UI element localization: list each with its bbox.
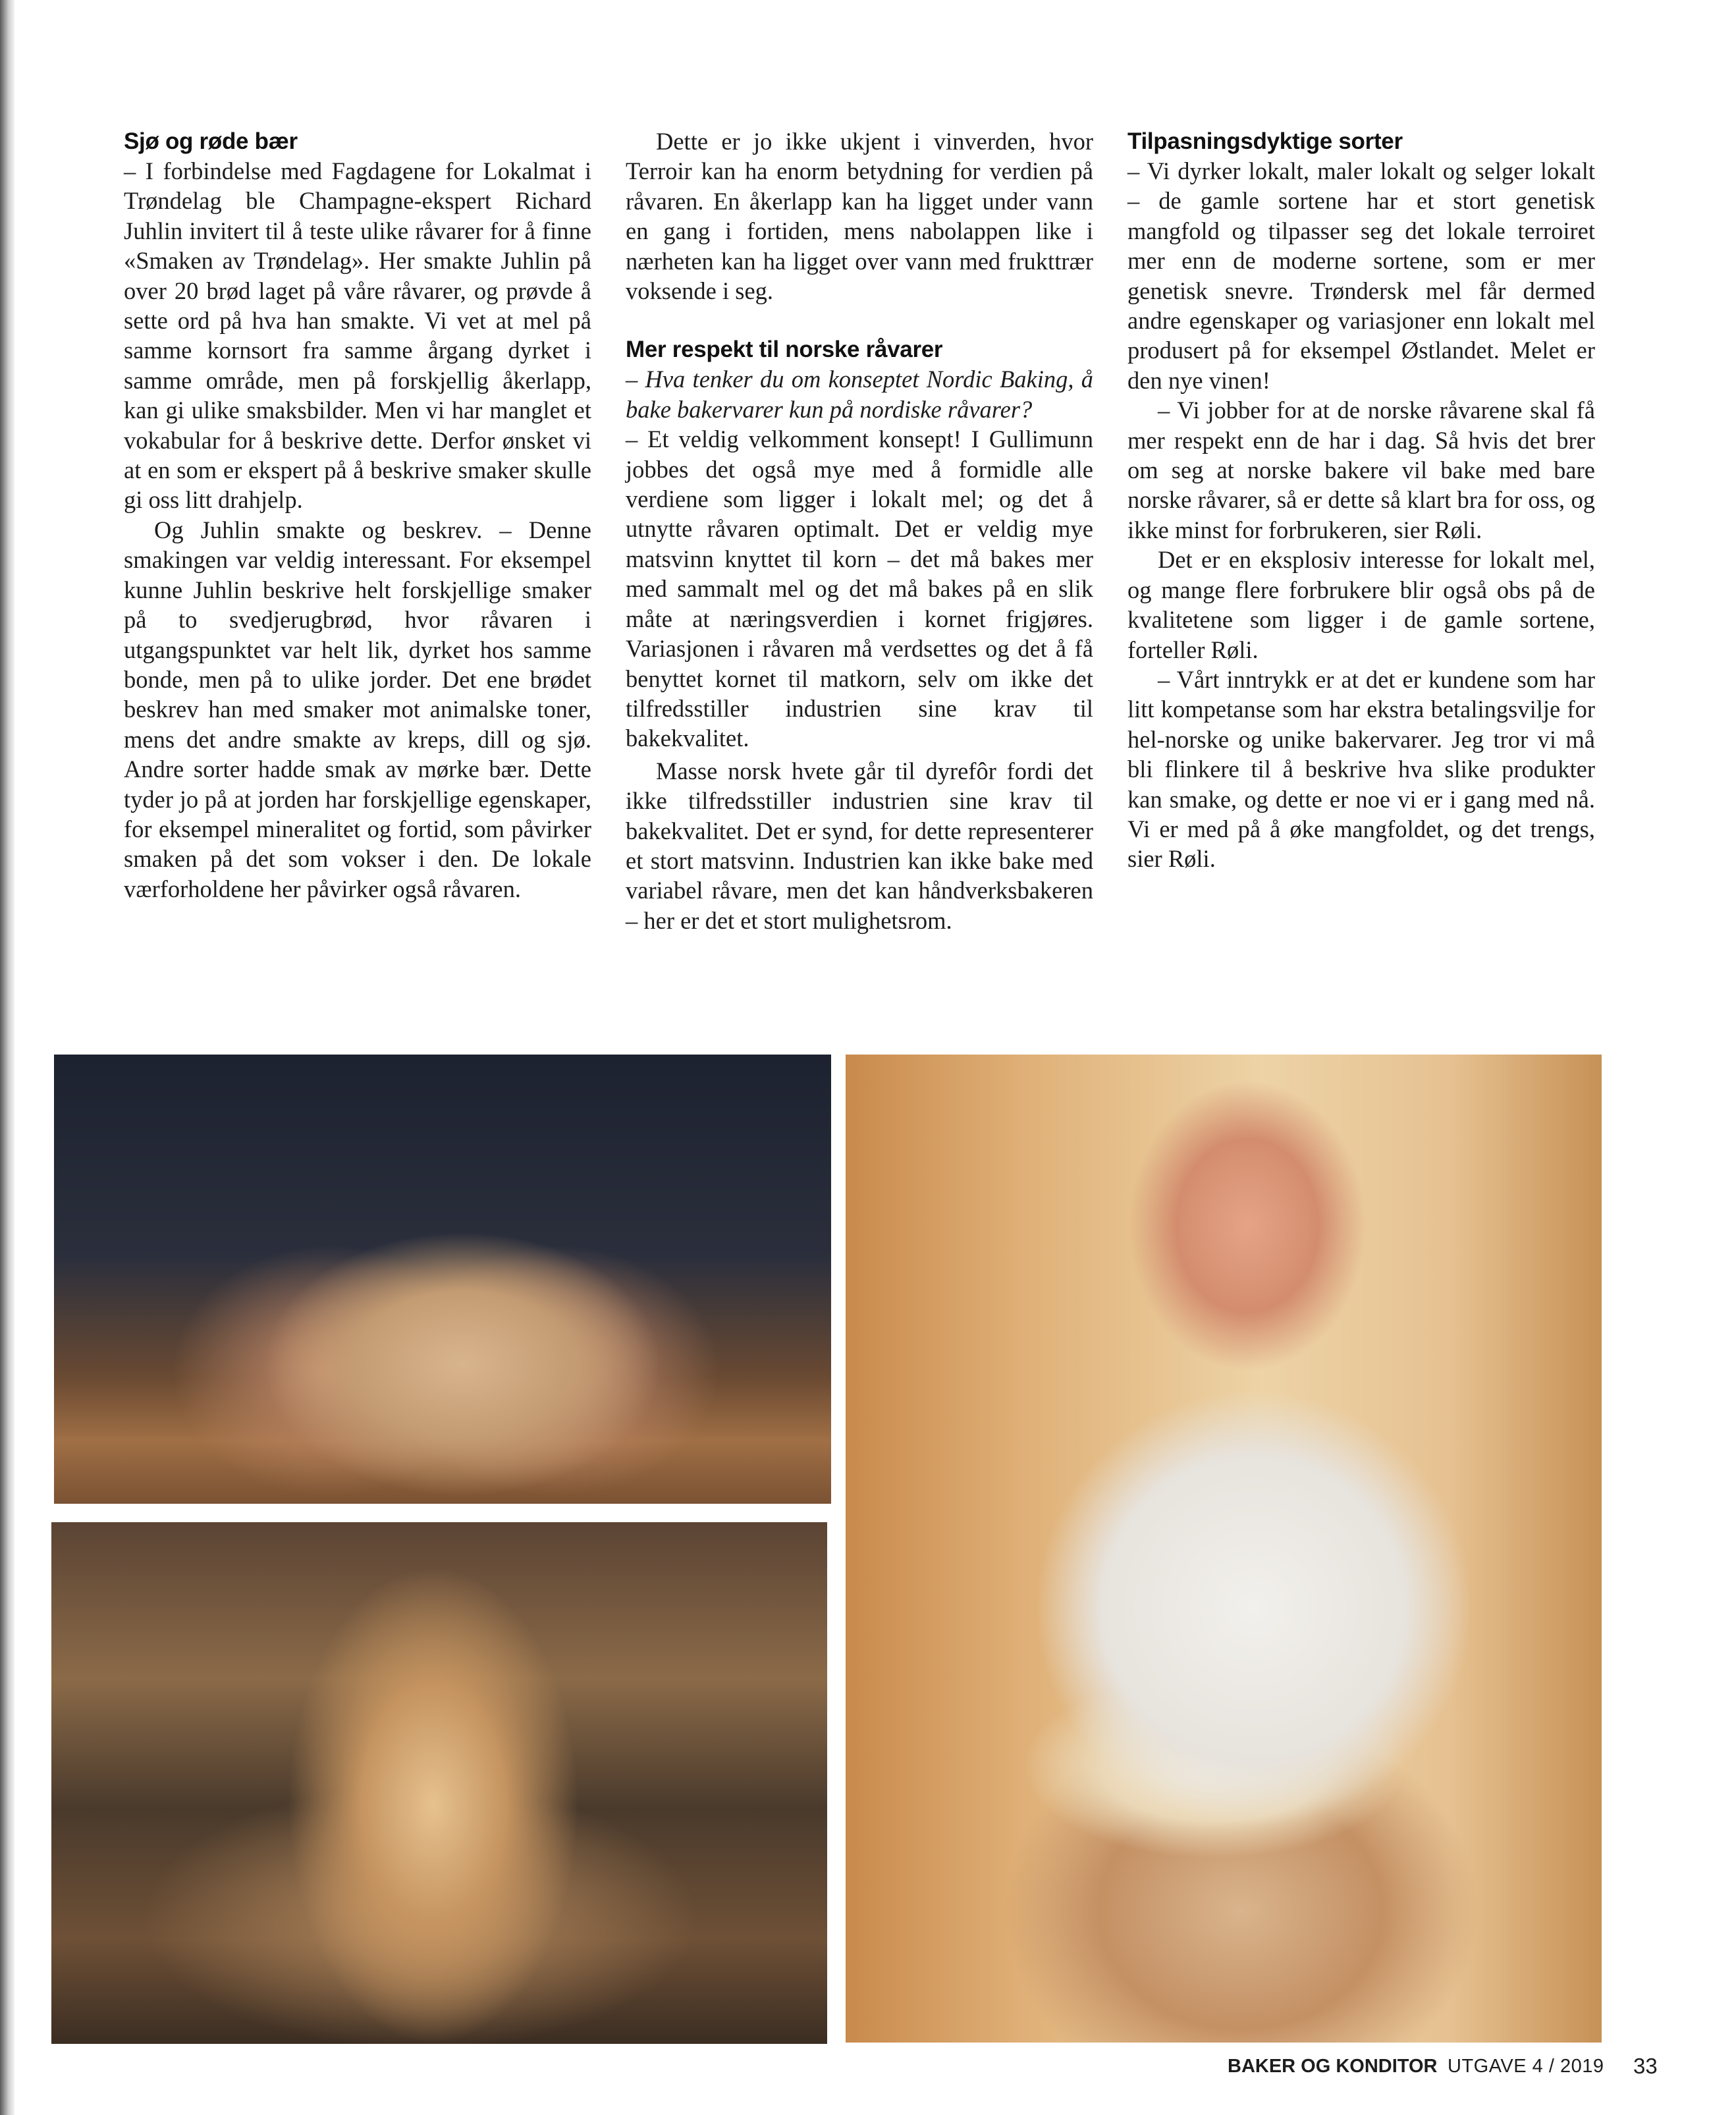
section-heading-sjo-og-rode-baer: Sjø og røde bær <box>124 128 298 154</box>
section-heading-mer-respekt: Mer respekt til norske råvarer <box>626 337 943 363</box>
article-column-2 <box>626 126 1093 935</box>
photo-baker-holding-flour-sack <box>846 1055 1602 2043</box>
paragraph: – Vi jobber for at de norske råvarene skal få mer respekt enn de har i dag. Så hvis det brer om seg at norske bakere vil bake med bare norske råvarer, så er dette så klart bra for oss, og ikke minst for forbrukeren, sier Røli. <box>1127 397 1595 543</box>
section-heading-tilpasningsdyktige-sorter: Tilpasningsdyktige sorter <box>1127 128 1403 154</box>
paragraph: – Et veldig velkomment konsept! I Gullimunn jobbes det også mye med å formidle alle verdiene som ligger i lokalt mel; og det å utnytte råvaren optimalt. Det er veldig mye matsvinn knyttet til korn – det må bakes mer med sammalt mel og det må bakes på en slik måte at næringsverdien i kornet frigjøres. Variasjonen i råvaren må verdsettes og det å få benyttet kornet til matkorn, selv om ikke det tilfredsstiller industrien sine krav til bakekvalitet. <box>626 426 1093 752</box>
paragraph: Det er en eksplosiv interesse for lokalt mel, og mange flere forbrukere blir også obs på de kvalitetene som ligger i de gamle sortene, forteller Røli. <box>1127 546 1595 663</box>
paragraph: – Vi dyrker lokalt, maler lokalt og selger lokalt – de gamle sortene har et stort genetisk mangfold og tilpasser seg det lokale terroiret mer enn de moderne sortene, som er mer genetisk snevre. Trøndersk mel får dermed andre egenskaper og variasjoner enn lokalt mel produsert på for eksempel Østlandet. Melet er den nye vinen! <box>1127 157 1595 394</box>
interview-question: – Hva tenker du om konseptet Nordic Baking, å bake bakervarer kun på nordiske råvarer? <box>626 366 1093 423</box>
paragraph: Og Juhlin smakte og beskrev. – Denne smakingen var veldig interessant. For eksempel kunne Juhlin beskrive helt forskjellige smaker på to svedjerugbrød, hvor råvaren i utgangspunktet var helt lik, dyrket hos samme bonde, men på to ulike jorder. Det ene brødet beskrev han med smaker mot animalske toner, mens det andre smakte av kreps, dill og sjø. Andre sorter hadde smak av mørke bær. Dette tyder jo på at jorden har forskjellige egenskaper, for eksempel mineralitet og fortid, som påvirker smaken på det som vokser i den. De lokale værforholdene her påvirker også råvaren. <box>124 516 591 902</box>
article-column-3 <box>1127 126 1595 874</box>
paragraph: – I forbindelse med Fagdagene for Lokalmat i Trøndelag ble Champagne-ekspert Richard Juhlin invitert til å teste ulike råvarer for å finne «Smaken av Trøndelag». Her smakte Juhlin på over 20 brød laget på våre råvarer, og prøvde å sette ord på hva han smakte. Vi vet at mel på samme kornsort fra samme årgang dyrket i samme område, men på forskjellig åkerlapp, kan gi ulike smaksbilder. Men vi har manglet et vokabular for å beskrive dette. Derfor ønsket vi at en som er ekspert på å beskrive smaker skulle gi oss litt drahjelp. <box>124 157 591 514</box>
article-column-1 <box>124 126 591 904</box>
paragraph: Masse norsk hvete går til dyrefôr fordi det ikke tilfredsstiller industrien sine krav til bakekvalitet. Det er synd, for dette representerer et stort matsvinn. Industrien kan ikke bake med variabel råvare, men det kan håndverksbakeren – her er det et stort mulighetsrom. <box>626 757 1093 934</box>
page-spine-shadow <box>0 0 14 2115</box>
photo-stretching-dough-in-trough <box>51 1522 827 2044</box>
footer-magazine-name: BAKER OG KONDITOR <box>1228 2056 1438 2077</box>
photo-hands-kneading-dough <box>54 1055 831 1504</box>
paragraph: Dette er jo ikke ukjent i vinverden, hvor Terroir kan ha enorm betydning for verdien på råvaren. En åkerlapp kan ha ligget under vann en gang i fortiden, mens nabolappen like i nærheten kan ha ligget over vann med frukttrær voksende i seg. <box>626 128 1093 305</box>
paragraph: – Vårt inntrykk er at det er kundene som har litt kompetanse som har ekstra betalingsvilje for hel-norske og unike bakervarer. Jeg tror vi må bli flinkere til å beskrive hva slike produkter kan smake, og dette er noe vi er i gang med nå. Vi er med på å øke mangfoldet, og det trengs, sier Røli. <box>1127 665 1595 873</box>
footer-page-number: 33 <box>1633 2054 1658 2078</box>
footer-issue: UTGAVE 4 / 2019 <box>1448 2056 1604 2077</box>
